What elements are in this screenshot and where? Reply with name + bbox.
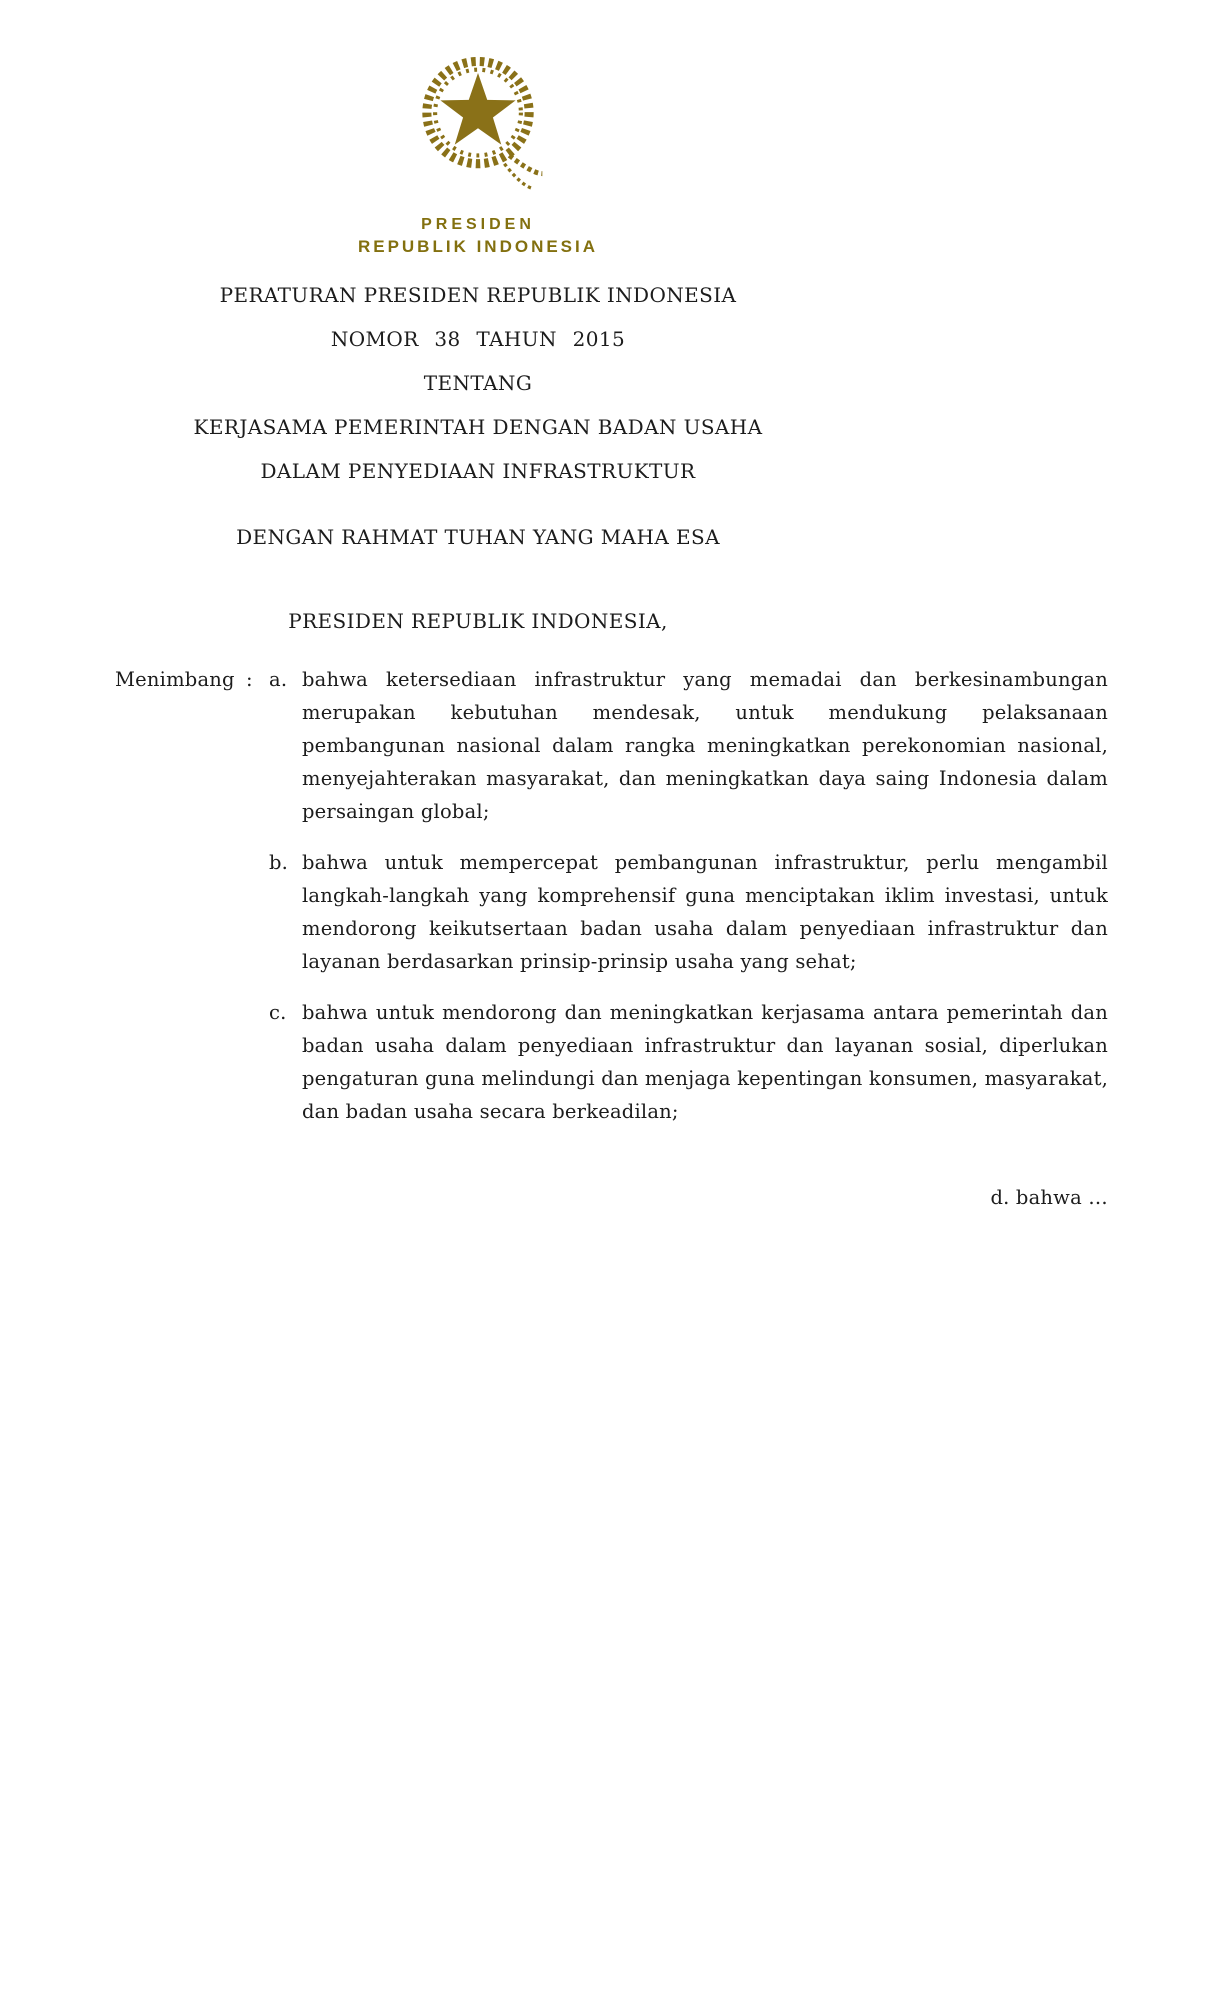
title-line-number: NOMOR 38 TAHUN 2015 <box>330 327 626 351</box>
considering-label: Menimbang <box>115 668 235 691</box>
item-text: bahwa untuk mendorong dan meningkatkan kerjasama antara pemerintah dan badan usaha dalam penyediaan infrastruktur dan layanan sosial, diperlukan pengaturan guna melindungi dan menjaga kepentingan konsumen, masyarakat, dan badan usaha secara berkeadilan; <box>302 1001 1108 1123</box>
considering-section <box>115 663 1108 1128</box>
letterhead-republik-indonesia: REPUBLIK INDONESIA <box>357 237 599 256</box>
considering-items <box>269 663 1108 1128</box>
considering-separator: : <box>246 668 253 691</box>
item-text: bahwa ketersediaan infrastruktur yang memadai dan berkesinambungan merupakan kebutuhan mendesak, untuk mendukung pelaksanaan pembangunan nasional dalam rangka meningkatkan perekonomian nasional, menyejahterakan masyarakat, dan meningkatkan daya saing Indonesia dalam persaingan global; <box>302 668 1108 823</box>
considering-item-c <box>269 996 1108 1128</box>
page-catchword: d. bahwa … <box>990 1186 1108 1209</box>
gold-star-wreath-icon <box>412 40 544 200</box>
item-marker: b. <box>269 851 289 874</box>
considering-item-b <box>269 846 1108 978</box>
presidential-emblem <box>115 40 841 204</box>
item-text: bahwa untuk mempercepat pembangunan infrastruktur, perlu mengambil langkah-langkah yang komprehensif guna menciptakan iklim investasi, untuk mendorong keikutsertaan badan usaha dalam penyediaan infrastruktur dan layanan berdasarkan prinsip-prinsip usaha yang sehat; <box>302 851 1108 973</box>
letterhead <box>115 40 841 633</box>
considering-item-a <box>269 663 1108 828</box>
item-marker: c. <box>269 1001 287 1024</box>
letterhead-presiden: PRESIDEN <box>421 216 535 233</box>
title-line-subject-1: KERJASAMA PEMERINTAH DENGAN BADAN USAHA <box>193 415 763 439</box>
title-line-tentang: TENTANG <box>423 371 533 395</box>
title-line-regulation: PERATURAN PRESIDEN REPUBLIK INDONESIA <box>219 283 737 307</box>
title-line-subject-2: DALAM PENYEDIAAN INFRASTRUKTUR <box>260 459 696 483</box>
enacting-authority-line: PRESIDEN REPUBLIK INDONESIA, <box>288 609 668 633</box>
invocation-line: DENGAN RAHMAT TUHAN YANG MAHA ESA <box>236 525 720 549</box>
item-marker: a. <box>269 668 288 691</box>
regulation-title-block <box>115 283 841 483</box>
